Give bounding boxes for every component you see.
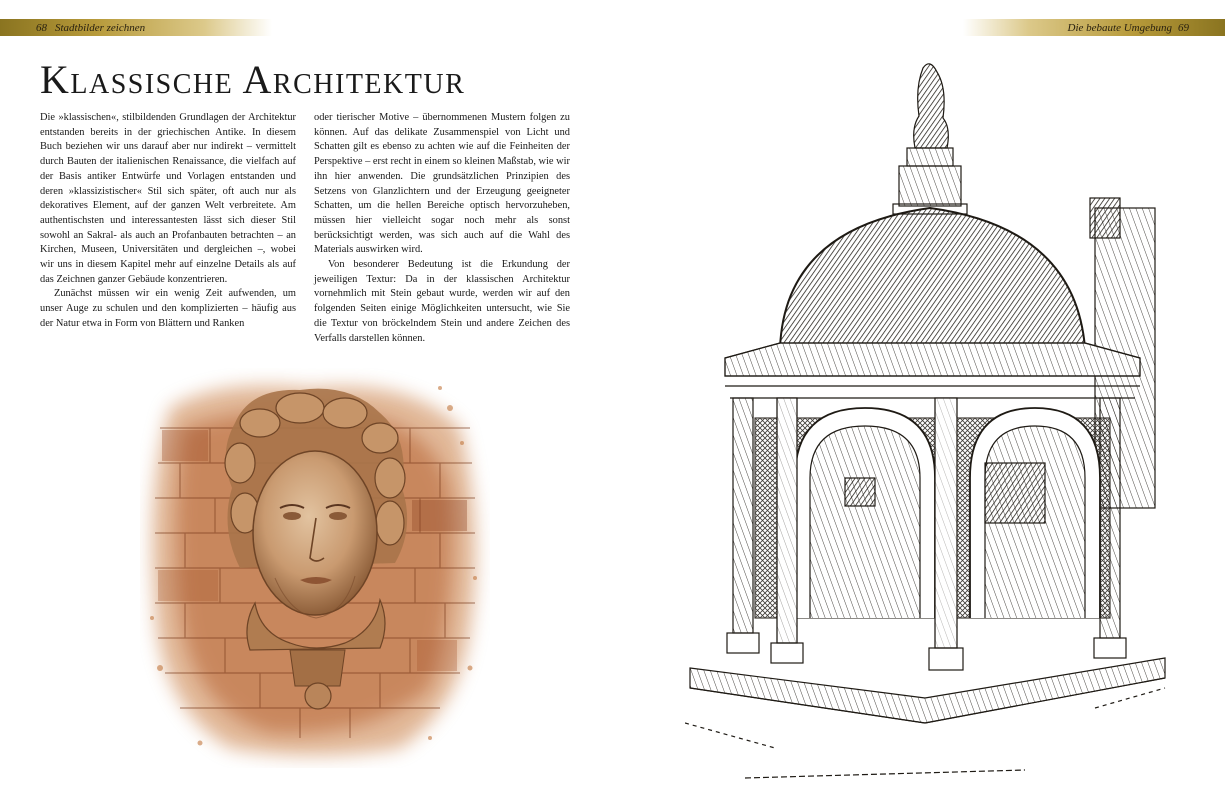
page-number-right: 69 <box>1178 21 1189 34</box>
page-number-left: 68 <box>36 21 47 34</box>
running-header-right <box>963 19 1225 36</box>
running-title-right: Die bebaute Umgebung <box>1067 21 1172 34</box>
ink-pavilion-drawing <box>685 58 1170 783</box>
text-column-right <box>314 111 570 346</box>
running-title-left: Stadtbilder zeichnen <box>55 21 146 34</box>
paragraph: oder tierischer Motive – übernommenen Mustern folgen zu können. Auf das delikate Zusammenspiel von Licht und Schatten gilt es ebenso zu achten wie auf die Feinheiten der Perspektive – erst recht in einem so kleinen Maßstab, wie wir ihn hier anwenden. Die grundsätzlichen Prinzipien des Setzens von Glanzlichtern und der Erzeugung geeigneter Schatten, um die hellen Bereiche optisch hervorzuheben, müssen hier vielleicht sogar noch mehr als sonst berücksichtigt werden, was sich auch auf die Wahl des Materials auswirken wird. <box>314 112 570 256</box>
text-column-left <box>40 111 296 332</box>
paragraph: Zunächst müssen wir ein wenig Zeit aufwenden, um unser Auge zu schulen und den komplizierten – häufig aus der Natur etwa in Form von Blättern und Ranken <box>40 288 296 329</box>
running-header-left <box>0 19 272 36</box>
paragraph: Die »klassischen«, stilbildenden Grundlagen der Architektur entstanden bereits in der griechischen Antike. In diesem Buch beziehen wir uns darauf aber nur indirekt – vermittelt durch Bauten der italienischen Renaissance, die vielfach auf der Basis antiker Entwürfe und Vorlagen entstanden und deren »klassizistischer« Stil sich später, oft auch nur als dekoratives Element, auf der ganzen Welt verbreitete. Am authentischsten und interessantesten lässt sich dieser Stil sowohl an Sakral- als auch an Profanbauten betrachten – an Kirchen, Museen, Universitäten und dergleichen –, wobei wir uns in diesem Kapitel mehr auf einzelne Details als auf das Zeichnen ganzer Gebäude konzentrieren. <box>40 112 296 285</box>
watercolor-mask-illustration <box>140 368 490 768</box>
paragraph: Von besonderer Bedeutung ist die Erkundung der jeweiligen Textur: Da in der klassischen Architektur vornehmlich mit Stein gebaut wurde, werden wir auf den folgenden Seiten einige Möglichkeiten untersucht, wie Sie die Textur von bröckelndem Stein und andere Zeichen des Verfalls darstellen können. <box>314 259 570 344</box>
chapter-title: Klassische Architektur <box>40 57 466 102</box>
